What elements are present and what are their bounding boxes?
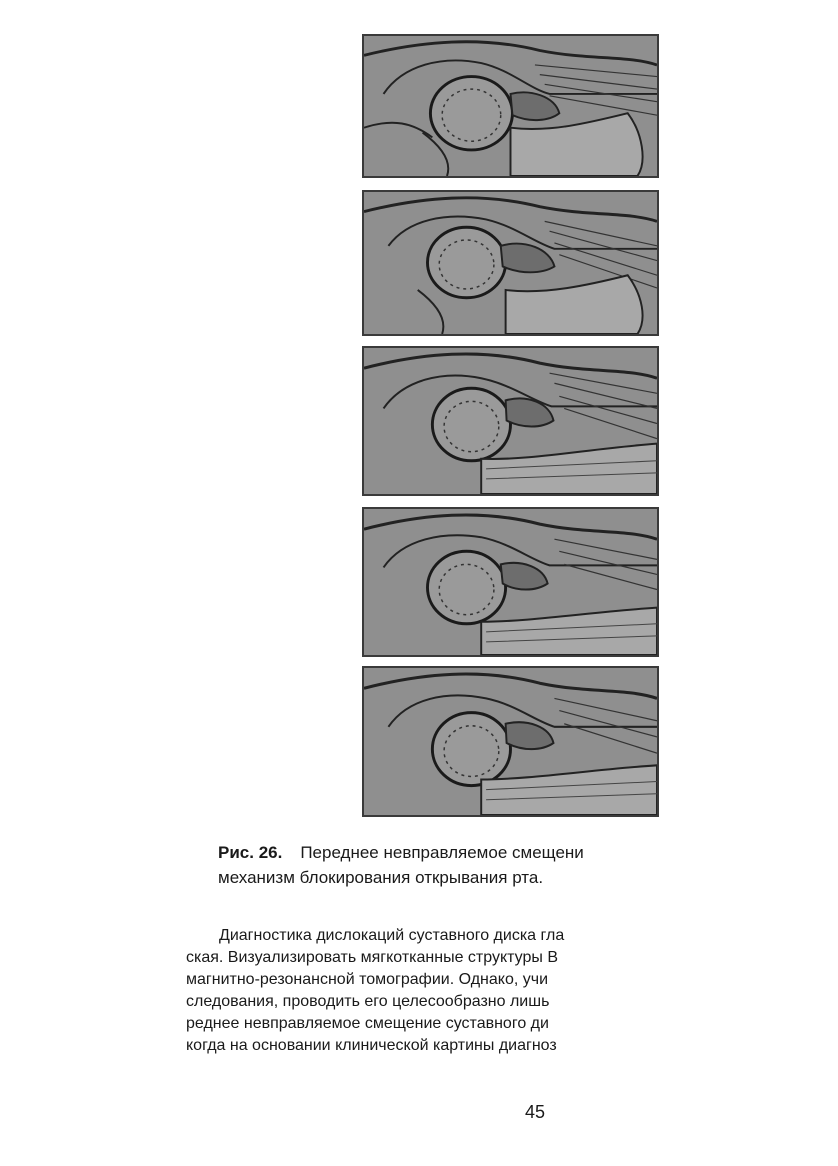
tmj-drawing-4 bbox=[364, 509, 657, 655]
caption-line-1 bbox=[218, 840, 663, 865]
tmj-drawing-5 bbox=[364, 668, 657, 815]
page-number: 45 bbox=[524, 1102, 546, 1122]
caption-text-1: Переднее невправляемое смещени bbox=[300, 843, 584, 862]
figure-panel-1 bbox=[362, 34, 659, 178]
body-line-2: ская. Визуализировать мягкотканные структуры В bbox=[186, 949, 558, 966]
figure-panel-4 bbox=[362, 507, 659, 657]
tmj-drawing-1 bbox=[364, 36, 657, 176]
body-line-5: реднее невправляемое смещение суставного ди bbox=[186, 1015, 549, 1032]
tmj-drawing-3 bbox=[364, 348, 657, 494]
figure-panel-2 bbox=[362, 190, 659, 336]
figure-panel-5 bbox=[362, 666, 659, 817]
caption-line-2: механизм блокирования открывания рта. bbox=[218, 868, 544, 887]
body-paragraph bbox=[186, 925, 664, 1057]
body-line-3: магнитно-резонансной томографии. Однако, учи bbox=[186, 971, 548, 988]
tmj-drawing-2 bbox=[364, 192, 657, 334]
figure-panel-3 bbox=[362, 346, 659, 496]
body-line-6: когда на основании клинической картины диагноз bbox=[186, 1037, 557, 1054]
body-line-1: Диагностика дислокаций суставного диска гла bbox=[219, 927, 565, 944]
figure-caption bbox=[218, 840, 663, 890]
body-line-4: следования, проводить его целесообразно лишь bbox=[186, 993, 550, 1010]
caption-label: Рис. 26. bbox=[218, 843, 283, 862]
